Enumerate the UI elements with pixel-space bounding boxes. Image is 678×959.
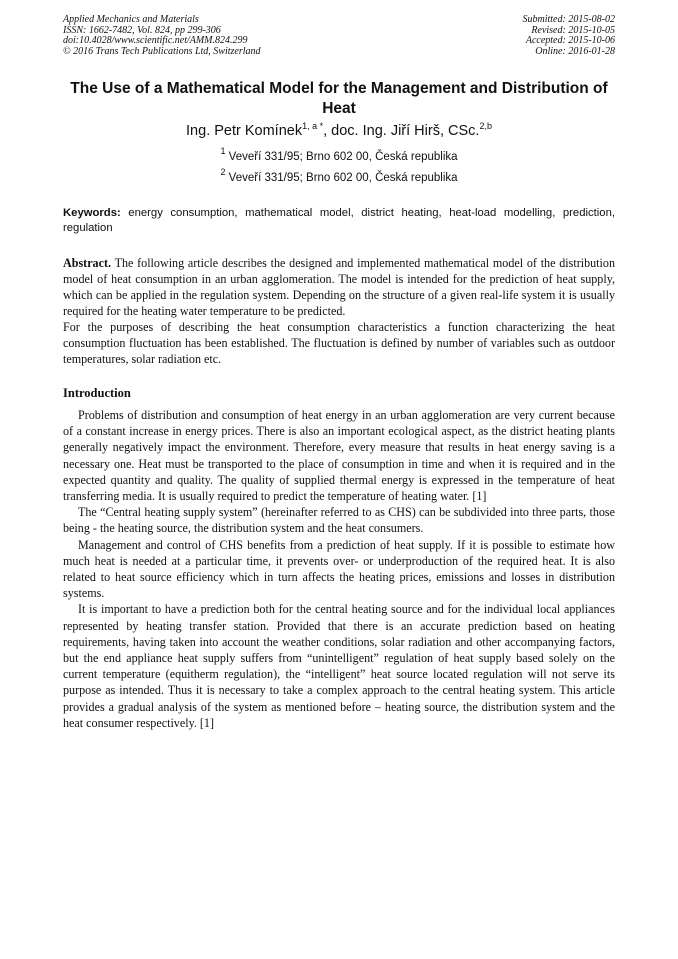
section-heading-introduction: Introduction: [63, 386, 131, 400]
intro-paragraph: It is important to have a prediction both for the central heating source and for the individual local appliances represented by heating transfer station. Provided that there is an accurate prediction based on heating requirements, having taken into account the weather conditions, solar radiation and other accompanying factors, but the end appliance heat supply suffers from “unintelligent” regulation of heat supply based solely on the current temperature (equitherm regulation), the “intelligent” heat source located regulation will not serve its purpose as intended. Thus it is necessary to take a complex approach to the central heating system. This article provides a gradual analysis of the system as mentioned before – heating source, the distribution system and the heat consumer respectively. [1]: [63, 602, 615, 730]
keywords-text: energy consumption, mathematical model, district heating, heat-load modelling, prediction, regulation: [63, 207, 615, 234]
author-2-name: doc. Ing. Jiří Hirš, CSc.: [331, 123, 480, 139]
journal-name: Applied Mechanics and Materials: [63, 14, 199, 25]
journal-info-left: [63, 15, 261, 57]
date-submitted: Submitted: 2015-08-02: [522, 14, 615, 25]
author-1-name: Ing. Petr Komínek: [186, 123, 303, 139]
journal-copyright: © 2016 Trans Tech Publications Ltd, Switzerland: [63, 45, 261, 57]
keywords-block: [63, 206, 615, 235]
author-1-affiliation-marker: 1, a *: [302, 121, 324, 131]
journal-info-right: [523, 15, 616, 57]
author-line: [63, 121, 615, 141]
affiliation-2-text: Veveří 331/95; Brno 602 00, Česká republika: [225, 172, 458, 184]
date-accepted: Accepted: 2015-10-06: [525, 35, 615, 47]
abstract-paragraph-1: [63, 255, 615, 319]
journal-issn: ISSN: 1662-7482, Vol. 824, pp 299-306: [63, 24, 221, 36]
affiliation-1: [63, 146, 615, 164]
author-separator: ,: [323, 123, 332, 139]
affiliation-2: [63, 167, 615, 185]
intro-paragraph: Management and control of CHS benefits from a prediction of heat supply. If it is possible to estimate how much heat is needed at a particular time, it prevents over- or underproduction of the required heat. It is also related to heat source efficiency which in turn affects the heating prices, emissions and losses in distribution systems.: [63, 537, 615, 601]
date-online: Online: 2016-01-28: [535, 45, 615, 57]
introduction-body: [63, 407, 615, 731]
affiliation-2-number: 2: [220, 167, 226, 177]
author-2-affiliation-marker: 2,b: [479, 121, 492, 131]
journal-doi: doi:10.4028/www.scientific.net/AMM.824.299: [63, 35, 248, 47]
abstract-paragraph-2: For the purposes of describing the heat consumption characteristics a function characterizing the heat consumption fluctuation has been established. The fluctuation is defined by number of variables such as outdoor temperatures, solar radiation etc.: [63, 320, 615, 366]
intro-paragraph: The “Central heating supply system” (hereinafter referred to as CHS) can be subdivided into three parts, those being - the heating source, the distribution system and the heat consumers.: [63, 505, 615, 536]
intro-paragraph: Problems of distribution and consumption of heat energy in an urban agglomeration are very current because of a constant increase in energy prices. There is also an important ecological aspect, as the district heating plants generally negatively impact the environment. Therefore, every measure that results in heat energy saving is a necessary one. Heat must be transported to the place of consumption in time and when it is required and in the expected quantity and quality. The quality of supplied thermal energy is expressed in the temperature of heat transferring media. It is usually required to predict the temperature of heating water. [1]: [63, 408, 615, 504]
date-revised: Revised: 2015-10-05: [531, 24, 615, 36]
affiliation-1-number: 1: [220, 146, 226, 156]
paper-title: The Use of a Mathematical Model for the Management and Distribution of Heat: [70, 80, 608, 117]
keywords-label: Keywords:: [63, 207, 121, 219]
abstract-label: Abstract.: [63, 256, 112, 270]
abstract-block: [63, 255, 615, 367]
abstract-text-1: The following article describes the designed and implemented mathematical model of the distribution model of heat consumption in an urban agglomeration. The model is intended for the prediction of heat supply, which can be applied in the regulation system. Depending on the structure of a given real-life system it is usually required for the heating water temperature to be predicted.: [63, 256, 615, 318]
affiliation-1-text: Veveří 331/95; Brno 602 00, Česká republika: [225, 151, 458, 163]
